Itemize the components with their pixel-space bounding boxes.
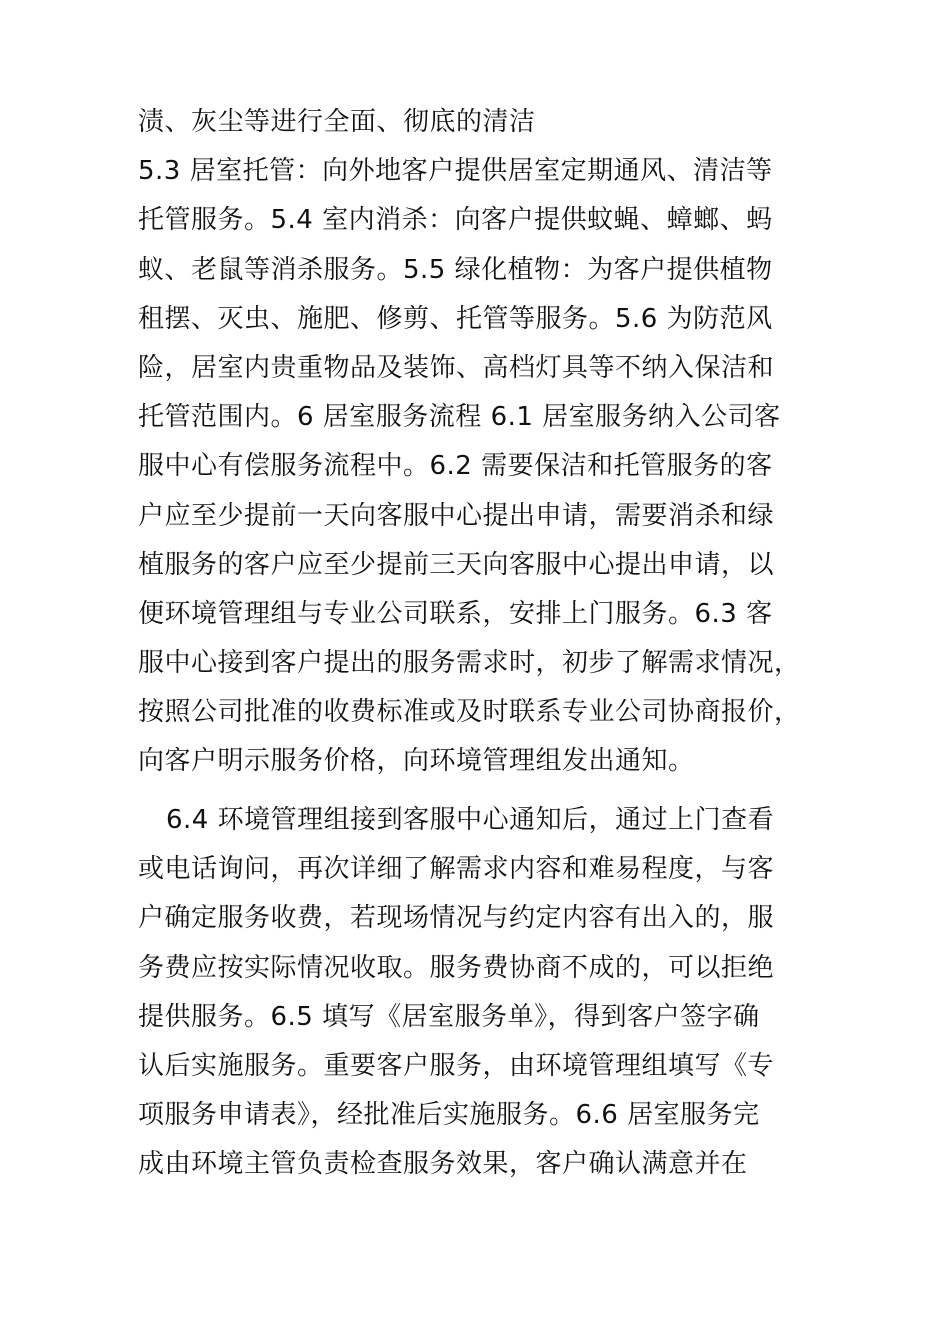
text-line: 服中心有偿服务流程中。6.2 需要保洁和托管服务的客	[138, 451, 773, 482]
text-line: 务费应按实际情况收取。服务费协商不成的，可以拒绝	[138, 952, 775, 983]
text-line: 租摆、灭虫、施肥、修剪、托管等服务。5.6 为防范风	[138, 303, 773, 334]
text-line: 成由环境主管负责检查服务效果，客户确认满意并在	[138, 1149, 748, 1180]
paragraph-2	[138, 796, 838, 1190]
text-line: 向客户明示服务价格，向环境管理组发出通知。	[138, 746, 695, 777]
text-line: 托管范围内。6 居室服务流程 6.1 居室服务纳入公司客	[138, 402, 781, 433]
text-line: 托管服务。5.4 室内消杀：向客户提供蚊蝇、蟑螂、蚂	[138, 205, 773, 236]
text-line: 认后实施服务。重要客户服务，由环境管理组填写《专	[138, 1050, 775, 1081]
paragraph-1	[138, 98, 838, 787]
text-line: 户应至少提前一天向客服中心提出申请，需要消杀和绿	[138, 500, 775, 531]
text-line: 渍、灰尘等进行全面、彻底的清洁	[138, 107, 536, 137]
text-line: 蚁、老鼠等消杀服务。5.5 绿化植物：为客户提供植物	[138, 254, 773, 285]
text-line: 险，居室内贵重物品及装饰、高档灯具等不纳入保洁和	[138, 352, 775, 383]
text-line: 或电话询问，再次详细了解需求内容和难易程度，与客	[138, 854, 775, 885]
text-line: 服中心接到客户提出的服务需求时，初步了解需求情况，	[138, 648, 801, 679]
text-line: 户确定服务收费，若现场情况与约定内容有出入的，服	[138, 903, 775, 934]
text-line: 提供服务。6.5 填写《居室服务单》，得到客户签字确	[138, 1001, 760, 1032]
text-line: 植服务的客户应至少提前三天向客服中心提出申请，以	[138, 549, 775, 580]
text-line: 便环境管理组与专业公司联系，安排上门服务。6.3 客	[138, 598, 773, 629]
text-line: 6.4 环境管理组接到客服中心通知后，通过上门查看	[166, 805, 775, 835]
text-line: 项服务申请表》，经批准后实施服务。6.6 居室服务完	[138, 1100, 760, 1131]
text-line: 5.3 居室托管：向外地客户提供居室定期通风、清洁等	[138, 156, 773, 187]
text-line: 按照公司批准的收费标准或及时联系专业公司协商报价，	[138, 697, 801, 728]
